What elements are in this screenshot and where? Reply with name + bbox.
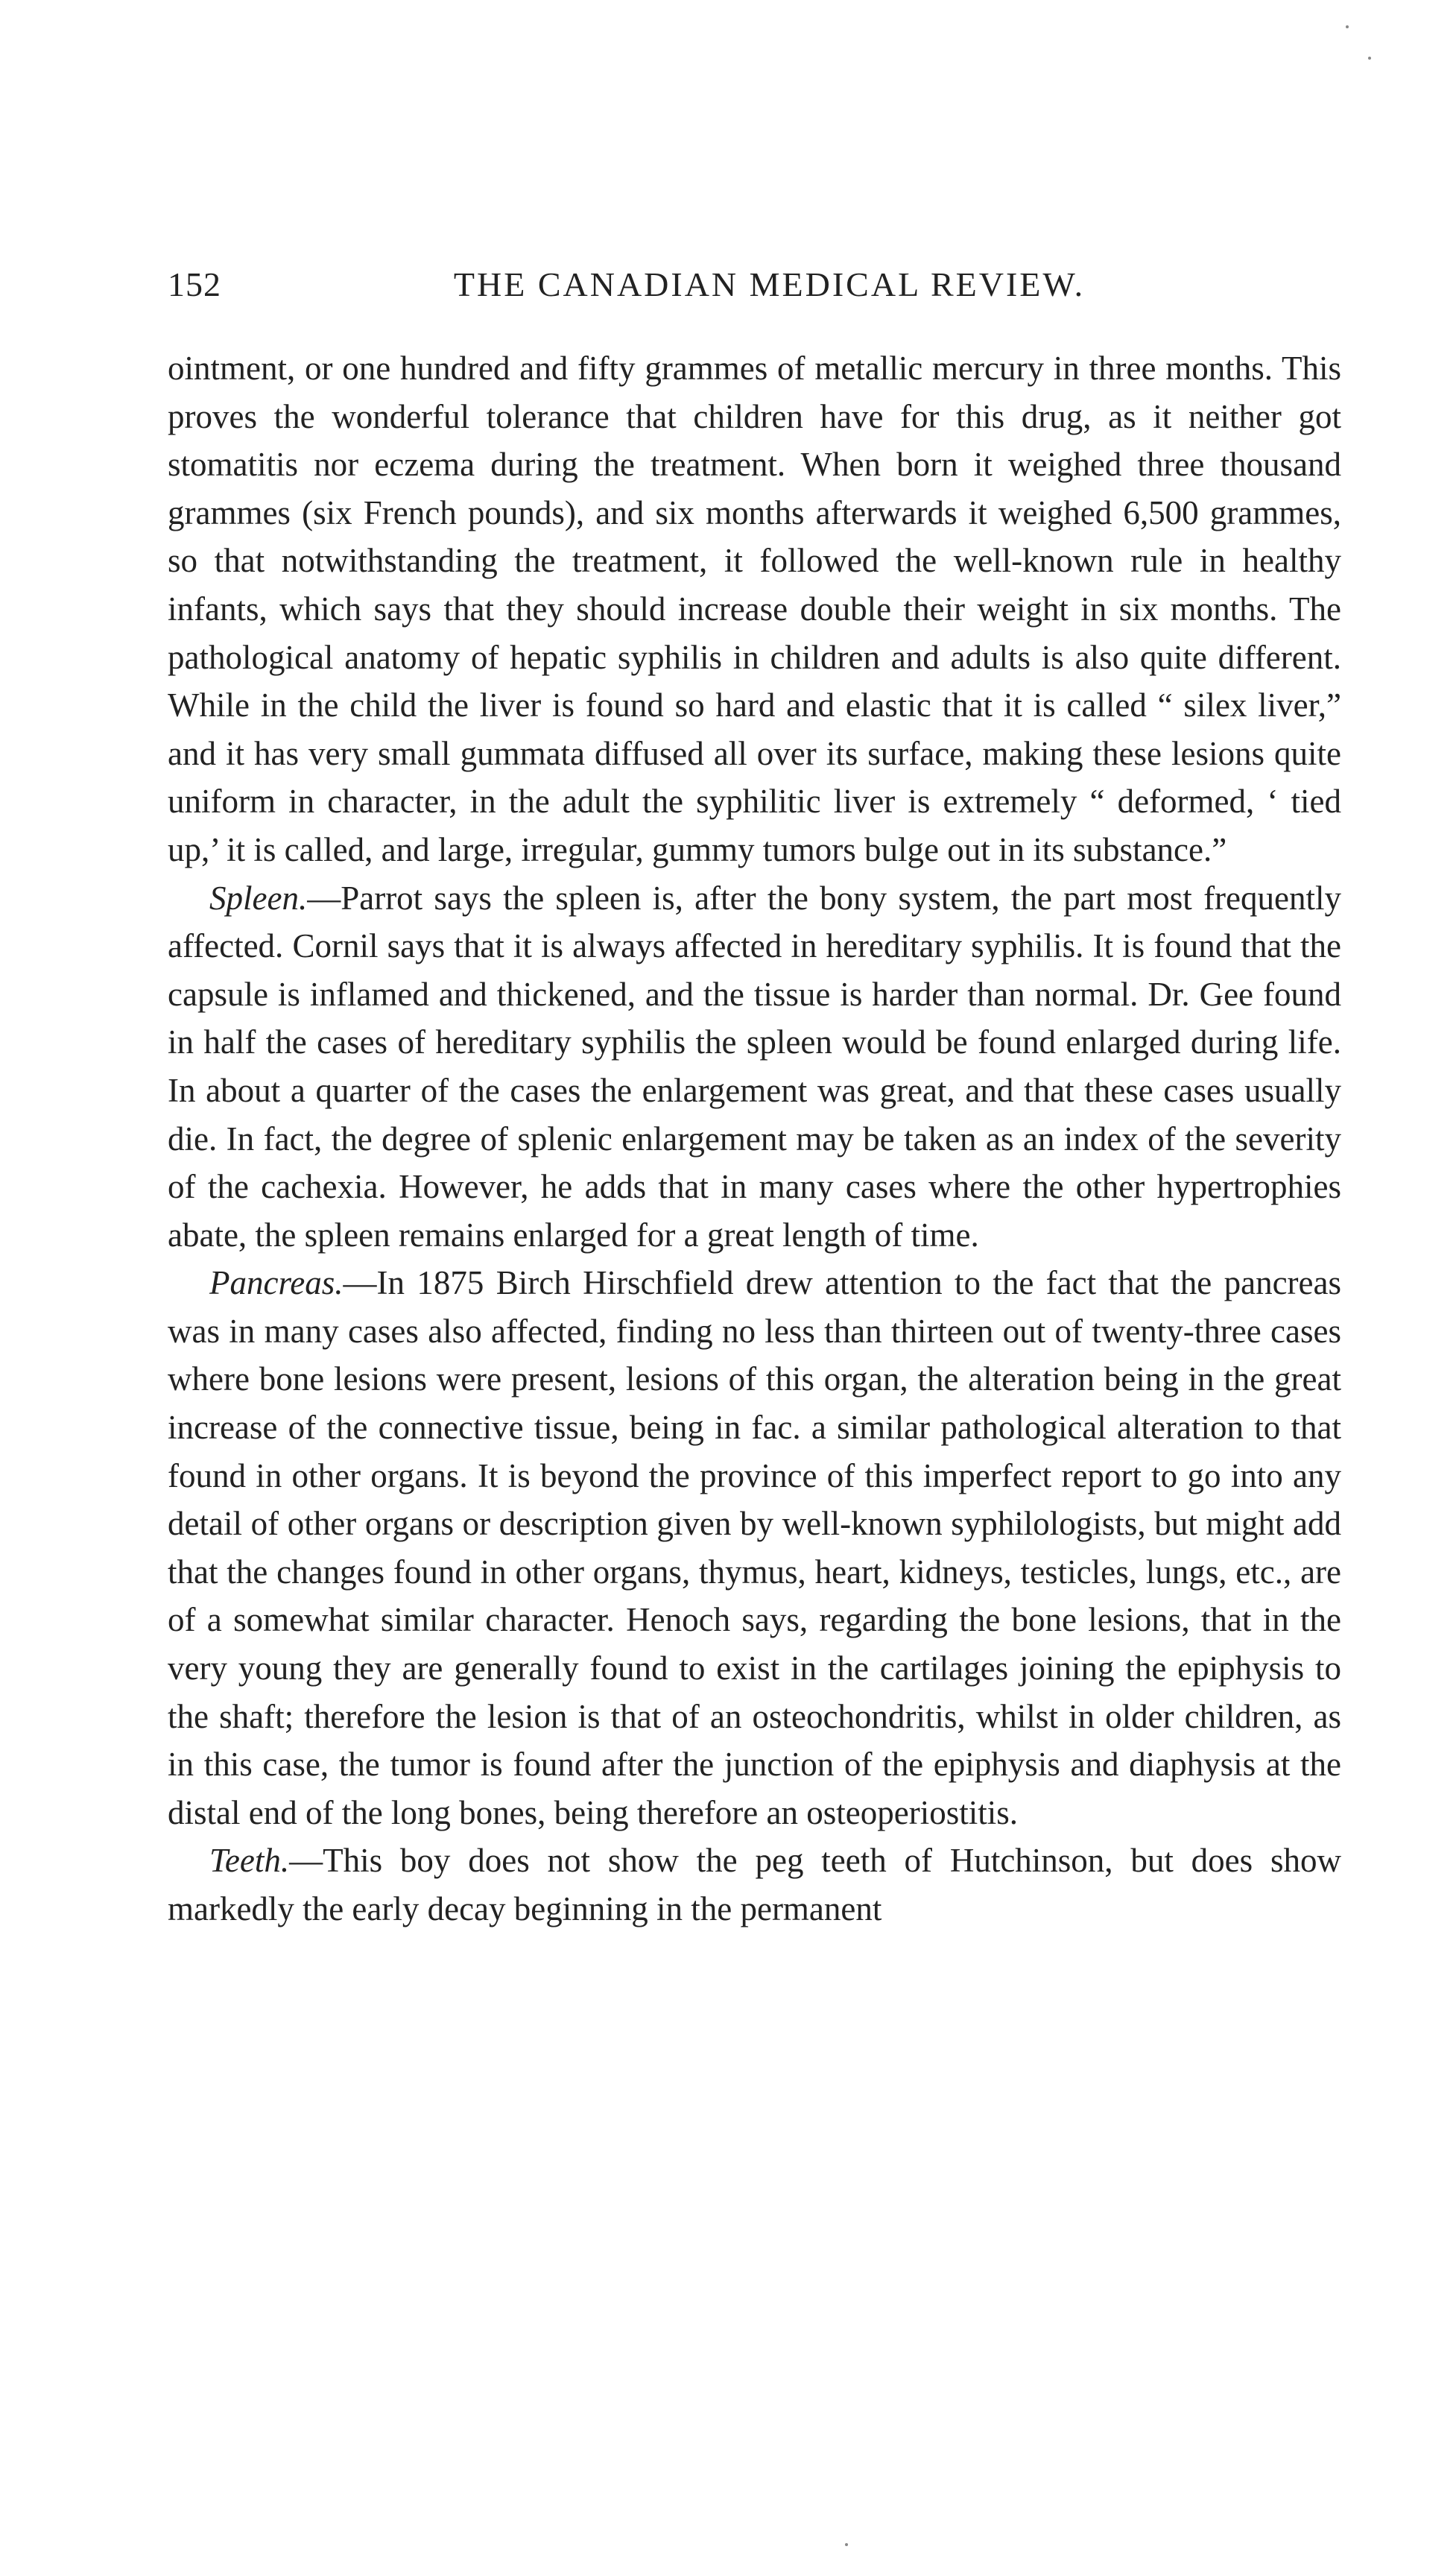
scan-speck [1346,25,1349,28]
paragraph-teeth [168,1837,1341,1933]
page-header [168,265,1341,317]
section-runin-teeth: Teeth. [209,1842,290,1880]
paragraph-spleen [168,874,1341,1260]
page-number: 152 [168,265,221,303]
body-text [168,344,1341,1933]
paragraph-pancreas [168,1259,1341,1837]
scan-speck [1368,57,1371,60]
section-runin-pancreas: Pancreas. [209,1264,344,1302]
running-head: THE CANADIAN MEDICAL REVIEW. [453,265,1086,303]
scan-speck [845,2543,848,2546]
paragraph-liver-continued [168,344,1341,874]
paragraph-text: —Parrot says the spleen is, after the bony system, the part most frequently affected. Cornil says that it is always affected in hereditary syphilis. It is found that the capsule is inflamed and thickened, and the tissue is harder than normal. Dr. Gee found in half the cases of hereditary syphilis the spleen would be found enlarged during life. In about a quarter of the cases the enlargement was great, and that these cases usually die. In fact, the degree of splenic enlargement may be taken as an index of the severity of the cachexia. However, he adds that in many cases where the other hypertrophies abate, the spleen remains enlarged for a great length of time. [168,879,1341,1254]
paragraph-text: ointment, or one hundred and fifty grammes of metallic mercury in three months. This proves the wonderful tolerance that children have for this drug, as it neither got stomatitis nor eczema during the treatment. When born it weighed three thousand grammes (six French pounds), and six months afterwards it weighed 6,500 grammes, so that notwithstanding the treatment, it followed the well-known rule in healthy infants, which says that they should increase double their weight in six months. The pathological anatomy of hepatic syphilis in children and adults is also quite different. While in the child the liver is found so hard and elastic that it is called “ silex liver,” and it has very small gummata diffused all over its surface, making these lesions quite uniform in character, in the adult the syphilitic liver is extremely “ deformed, ‘ tied up,’ it is called, and large, irregular, gummy tumors bulge out in its substance.” [168,350,1341,868]
paragraph-text: —In 1875 Birch Hirschfield drew attention to the fact that the pancreas was in many cases also affected, finding no less than thirteen out of twenty-three cases where bone lesions were present, lesions of this organ, the alteration being in the great increase of the connective tissue, being in fac. a similar pathological alteration to that found in other organs. It is beyond the province of this imperfect report to go into any detail of other organs or description given by well-known syphilologists, but might add that the changes found in other organs, thymus, heart, kidneys, testicles, lungs, etc., are of a somewhat similar character. Henoch says, regarding the bone lesions, that in the very young they are generally found to exist in the cartilages joining the epiphysis to the shaft; therefore the lesion is that of an osteochondritis, whilst in older children, as in this case, the tumor is found after the junction of the epiphysis and diaphysis at the distal end of the long bones, being therefore an osteoperiostitis. [168,1264,1341,1831]
section-runin-spleen: Spleen. [209,879,308,917]
paragraph-text: —This boy does not show the peg teeth of Hutchinson, but does show markedly the early decay beginning in the permanent [168,1842,1341,1927]
